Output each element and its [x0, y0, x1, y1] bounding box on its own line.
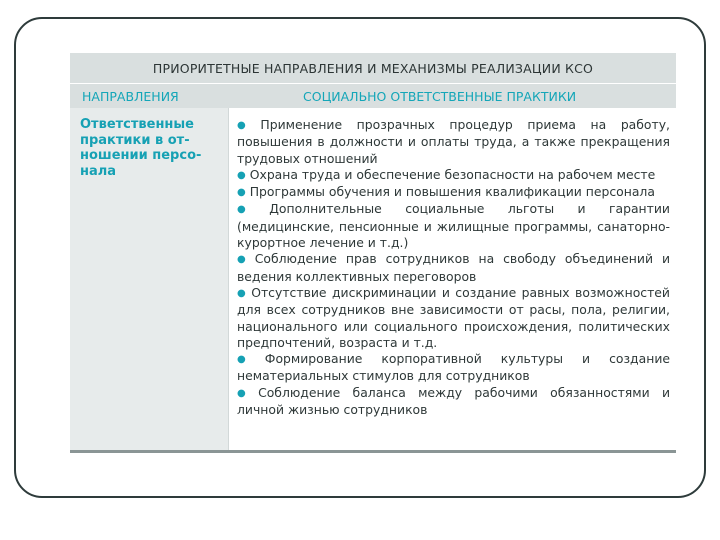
practice-text: Соблюдение прав сотрудников на свободу объединений и ведения коллективных переговоров: [237, 251, 671, 284]
csr-table: [70, 53, 676, 453]
practice-text: Охрана труда и обеспечение безопасности на рабочем месте: [249, 166, 656, 182]
table-header-row: [70, 83, 676, 108]
direction-cell: [70, 108, 228, 450]
practice-text: Применение прозрачных процедур приема на работу, повышения в должности и оплаты труда, а также прекращения трудовых отношений: [237, 117, 670, 166]
table-body-row: [70, 108, 676, 450]
practice-item: [237, 251, 670, 285]
bullet-dot-icon: ●: [237, 187, 246, 199]
practices-cell: [228, 108, 676, 450]
practice-item: [237, 285, 670, 351]
practice-text: Соблюдение баланса между рабочими обязанностями и личной жизнью сотрудников: [237, 384, 670, 418]
bullet-dot-icon: ●: [237, 354, 261, 366]
direction-name: Ответственные практики в от- ношении персо- нала: [80, 117, 202, 179]
practice-text: Дополнительные социальные льготы и гарантии (медицинские, пенсионные и жилищные программы, санаторно-курортное лечение и т.д.): [237, 201, 670, 251]
practice-item: [237, 351, 670, 385]
header-practices: СОЦИАЛЬНО ОТВЕТСТВЕННЫЕ ПРАКТИКИ: [303, 88, 577, 104]
practice-item: [237, 385, 670, 419]
bullet-dot-icon: ●: [237, 387, 255, 399]
bullet-dot-icon: ●: [237, 204, 266, 216]
practice-text: Программы обучения и повышения квалификации персонала: [249, 184, 655, 200]
practice-item: [237, 167, 670, 184]
practice-item: [237, 184, 670, 201]
bullet-dot-icon: ●: [237, 287, 248, 299]
bullet-dot-icon: ●: [237, 254, 251, 266]
practice-text: Отсутствие дискриминации и создание равных возможностей для всех сотрудников вне зависимости от расы, пола, религии, национального или социального происхождения, политических предпочтений, возраста и т.д.: [237, 284, 670, 350]
table-bottom-rule: [70, 450, 676, 453]
table-title: ПРИОРИТЕТНЫЕ НАПРАВЛЕНИЯ И МЕХАНИЗМЫ РЕАЛИЗАЦИИ КСО: [70, 53, 676, 83]
header-directions: НАПРАВЛЕНИЯ: [82, 88, 179, 104]
practice-text: Формирование корпоративной культуры и создание нематериальных стимулов для сотрудников: [237, 351, 670, 384]
practice-item: [237, 201, 670, 251]
bullet-dot-icon: ●: [237, 120, 257, 131]
practice-item: [237, 117, 670, 167]
bullet-dot-icon: ●: [237, 169, 246, 181]
